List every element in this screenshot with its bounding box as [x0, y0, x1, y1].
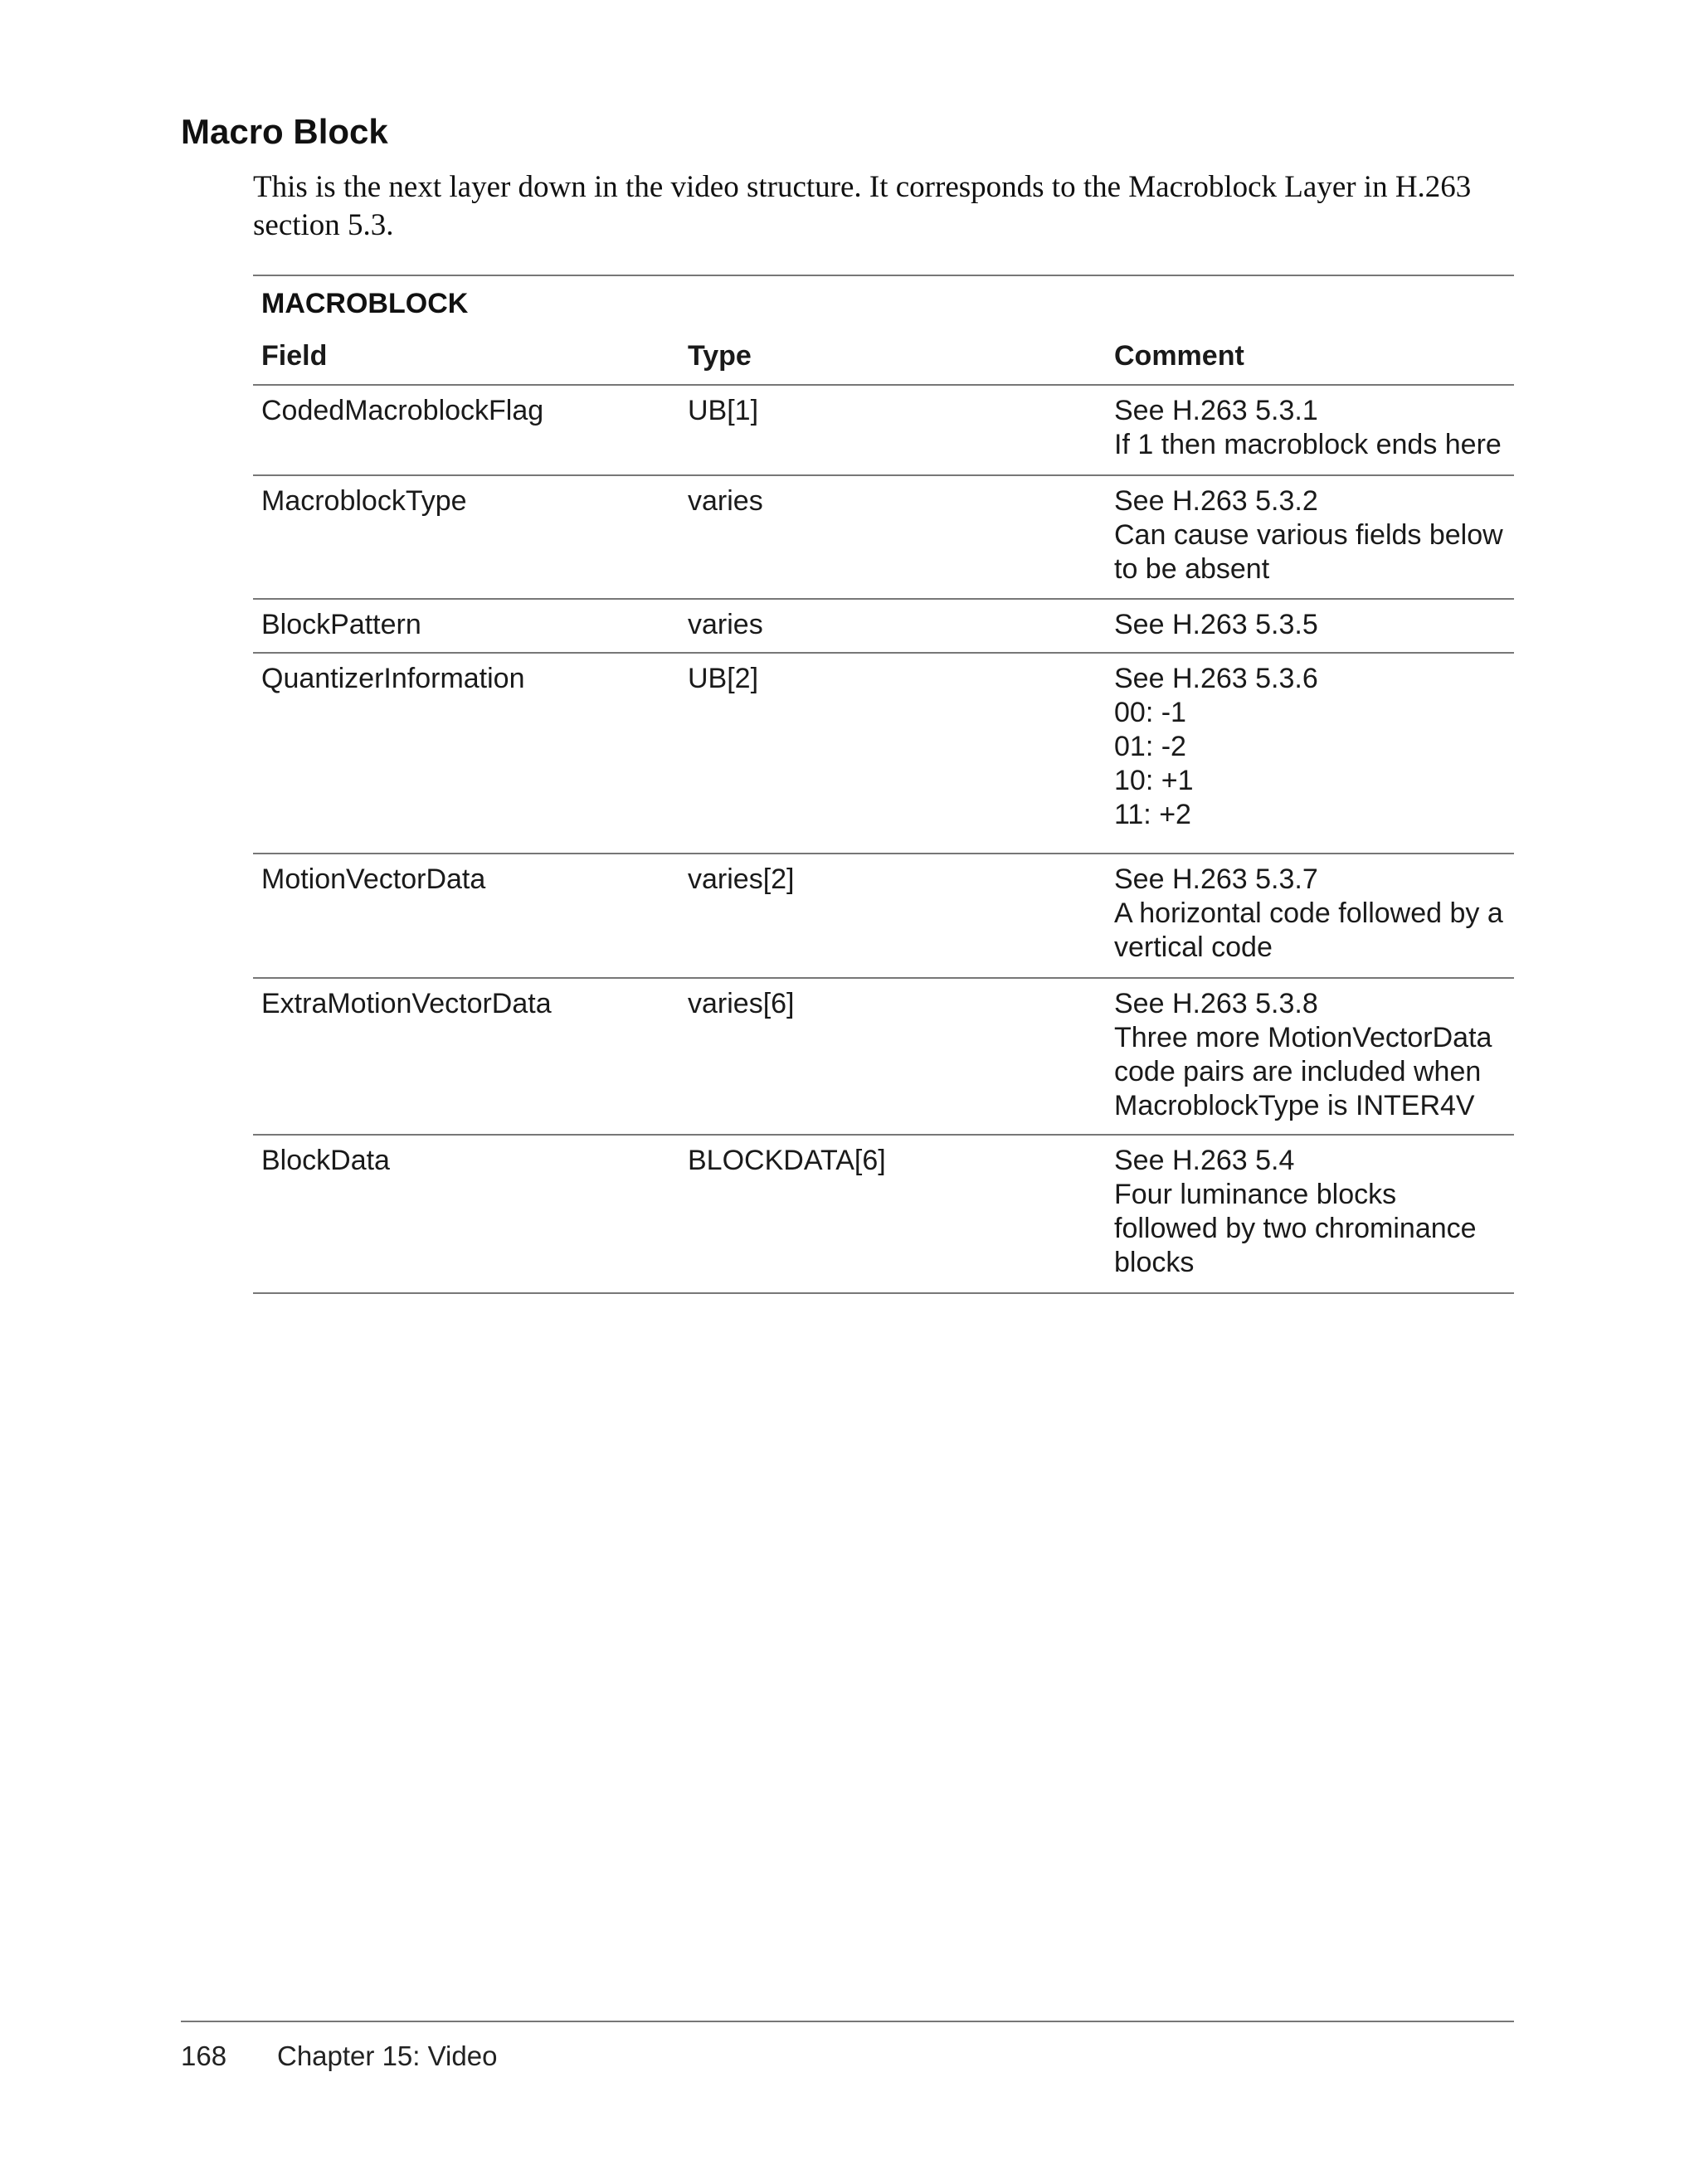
type-cell: BLOCKDATA[6]: [688, 1145, 886, 1176]
table-row: [253, 476, 1514, 600]
comment-line: blocks: [1114, 1247, 1195, 1278]
type-cell: UB[1]: [688, 395, 759, 426]
type-cell: varies[2]: [688, 863, 795, 895]
comment-line: See H.263 5.3.5: [1114, 609, 1318, 640]
type-cell: varies: [688, 485, 763, 517]
page-number: 168: [181, 2041, 227, 2071]
comment-line: 00: -1: [1114, 697, 1186, 728]
comment-line: See H.263 5.3.1: [1114, 395, 1318, 426]
field-cell: MacroblockType: [261, 485, 467, 517]
comment-line: MacroblockType is INTER4V: [1114, 1090, 1475, 1121]
type-cell: varies[6]: [688, 988, 795, 1019]
header-field: Field: [261, 340, 328, 372]
comment-line: See H.263 5.4: [1114, 1145, 1295, 1176]
comment-cell: [1106, 600, 1514, 652]
table-row: [253, 654, 1514, 854]
table-row: [253, 1136, 1514, 1294]
table-row: [253, 386, 1514, 476]
comment-line: 11: +2: [1114, 799, 1191, 830]
type-cell: UB[2]: [688, 663, 759, 694]
comment-cell: [1106, 476, 1514, 598]
table-header-row: [253, 331, 1514, 386]
header-comment: Comment: [1114, 340, 1244, 372]
table-row: [253, 979, 1514, 1136]
comment-cell: [1106, 979, 1514, 1134]
field-cell: MotionVectorData: [261, 863, 486, 895]
comment-line: Can cause various fields below: [1114, 519, 1503, 551]
comment-line: If 1 then macroblock ends here: [1114, 429, 1502, 460]
macroblock-table: [253, 275, 1514, 1294]
comment-line: Four luminance blocks: [1114, 1179, 1397, 1210]
comment-line: See H.263 5.3.7: [1114, 863, 1318, 895]
footer-divider: [181, 2021, 1514, 2022]
field-cell: BlockData: [261, 1145, 390, 1176]
intro-paragraph: This is the next layer down in the video structure. It corresponds to the Macroblock Layer in H.263 section 5.3.: [253, 170, 1472, 242]
header-type: Type: [688, 340, 752, 372]
comment-line: to be absent: [1114, 553, 1270, 585]
comment-line: 01: -2: [1114, 731, 1186, 762]
field-cell: ExtraMotionVectorData: [261, 988, 552, 1019]
comment-line: A horizontal code followed by a: [1114, 897, 1503, 929]
comment-cell: [1106, 854, 1514, 977]
table-row: [253, 854, 1514, 979]
table-caption: MACROBLOCK: [261, 288, 469, 319]
comment-line: See H.263 5.3.2: [1114, 485, 1318, 517]
comment-cell: [1106, 386, 1514, 474]
field-cell: BlockPattern: [261, 609, 421, 640]
table-row: [253, 600, 1514, 654]
field-cell: QuantizerInformation: [261, 663, 525, 694]
page-footer: [181, 2040, 497, 2073]
comment-line: See H.263 5.3.8: [1114, 988, 1318, 1019]
comment-line: Three more MotionVectorData: [1114, 1022, 1492, 1053]
comment-line: followed by two chrominance: [1114, 1213, 1477, 1244]
section-heading: Macro Block: [181, 112, 388, 151]
field-cell: CodedMacroblockFlag: [261, 395, 544, 426]
chapter-title: Chapter 15: Video: [277, 2041, 498, 2071]
comment-cell: [1106, 1136, 1514, 1292]
comment-cell: [1106, 654, 1514, 853]
comment-line: See H.263 5.3.6: [1114, 663, 1318, 694]
comment-line: vertical code: [1114, 931, 1273, 963]
comment-line: 10: +1: [1114, 765, 1194, 796]
type-cell: varies: [688, 609, 763, 640]
comment-line: code pairs are included when: [1114, 1056, 1482, 1087]
